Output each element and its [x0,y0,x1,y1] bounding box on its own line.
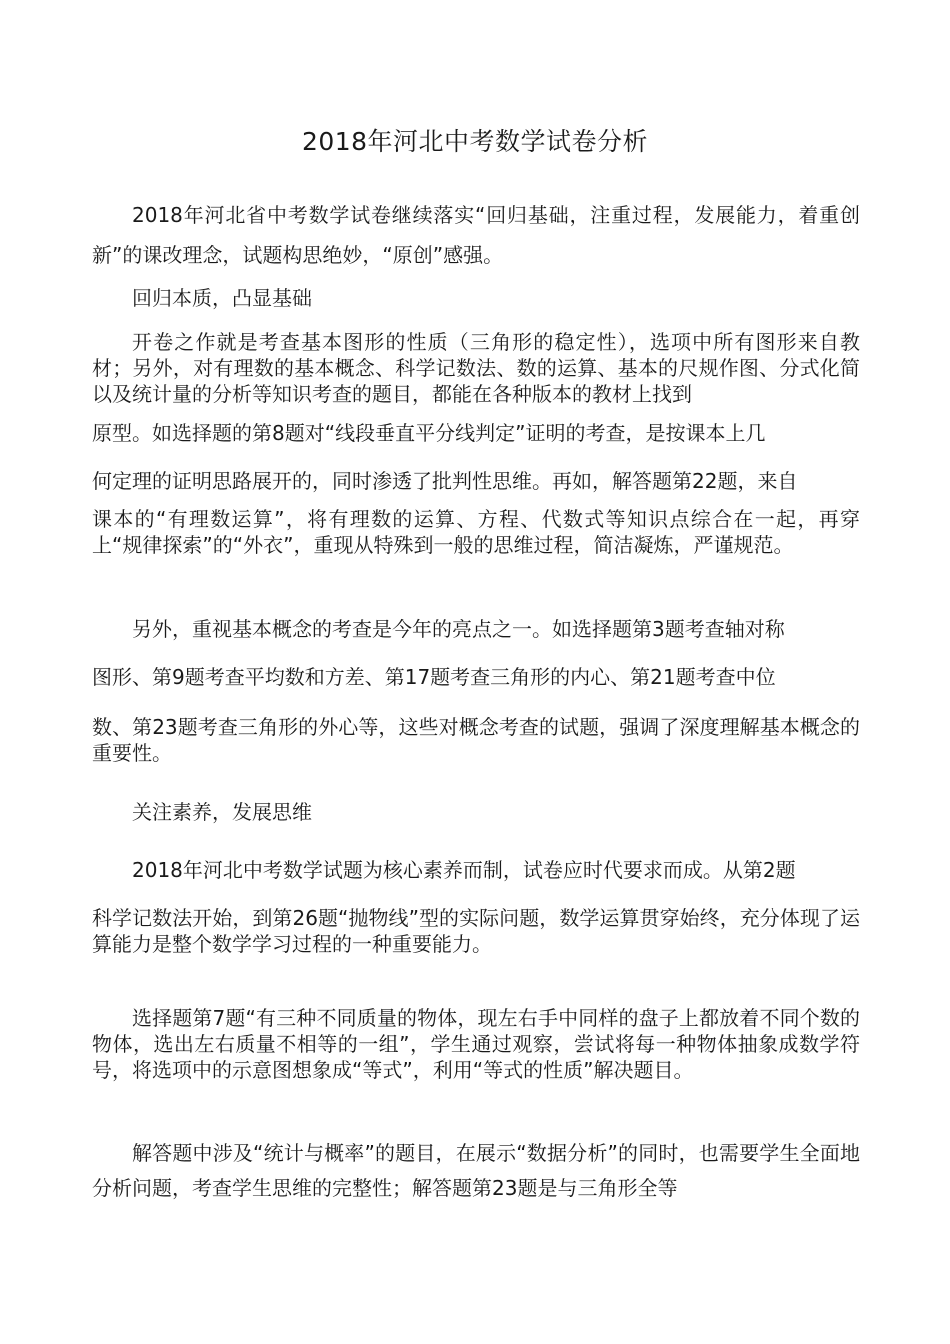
paragraph-1-line-5: 何定理的证明思路展开的，同时渗透了批判性思维。再如，解答题第22题，来自 [92,469,798,493]
paragraph-5: 解答题中涉及“统计与概率”的题目，在展示“数据分析”的同时，也需要学生全面地分析问题，考查学生思维的完整性；解答题第23题是与三角形全等 [92,1141,860,1200]
paragraph-2-line-3: 数、第23题考查三角形的外心等，这些对概念考查的试题，强调了深度理解基本概念的重要性。 [92,715,860,765]
paragraph-1-line-6: 课本的“有理数运算”，将有理数的运算、方程、代数式等知识点综合在一起，再穿上“规律探索”的“外衣”，重现从特殊到一般的思维过程，简洁凝炼，严谨规范。 [92,507,860,557]
page-title: 2018年河北中考数学试卷分析 [301,127,649,156]
section-heading-1: 回归本质，凸显基础 [132,286,312,310]
intro-paragraph: 2018年河北省中考数学试卷继续落实“回归基础，注重过程，发展能力，着重创新”的课改理念，试题构思绝妙，“原创”感强。 [92,203,860,267]
paragraph-4: 选择题第7题“有三种不同质量的物体，现左右手中同样的盘子上都放着不同个数的物体，选出左右质量不相等的一组”，学生通过观察，尝试将每一种物体抽象成数学符号，将选项中的示意图想象成“等式”，利用“等式的性质”解决题目。 [92,1006,860,1082]
section-heading-2: 关注素养，发展思维 [132,800,312,824]
paragraph-1-line-4: 原型。如选择题的第8题对“线段垂直平分线判定”证明的考查，是按课本上几 [92,421,766,445]
paragraph-2-line-2: 图形、第9题考查平均数和方差、第17题考查三角形的内心、第21题考查中位 [92,665,776,689]
paragraph-3-line-2: 科学记数法开始，到第26题“抛物线”型的实际问题，数学运算贯穿始终，充分体现了运算能力是整个数学学习过程的一种重要能力。 [92,906,860,956]
paragraph-2-line-1: 另外，重视基本概念的考查是今年的亮点之一。如选择题第3题考查轴对称 [132,617,785,641]
paragraph-3-line-1: 2018年河北中考数学试题为核心素养而制，试卷应时代要求而成。从第2题 [132,858,796,882]
paragraph-1: 开卷之作就是考查基本图形的性质（三角形的稳定性），选项中所有图形来自教材；另外，对有理数的基本概念、科学记数法、数的运算、基本的尺规作图、分式化简以及统计量的分析等知识考查的题目，都能在各种版本的教材上找到 [92,330,860,406]
